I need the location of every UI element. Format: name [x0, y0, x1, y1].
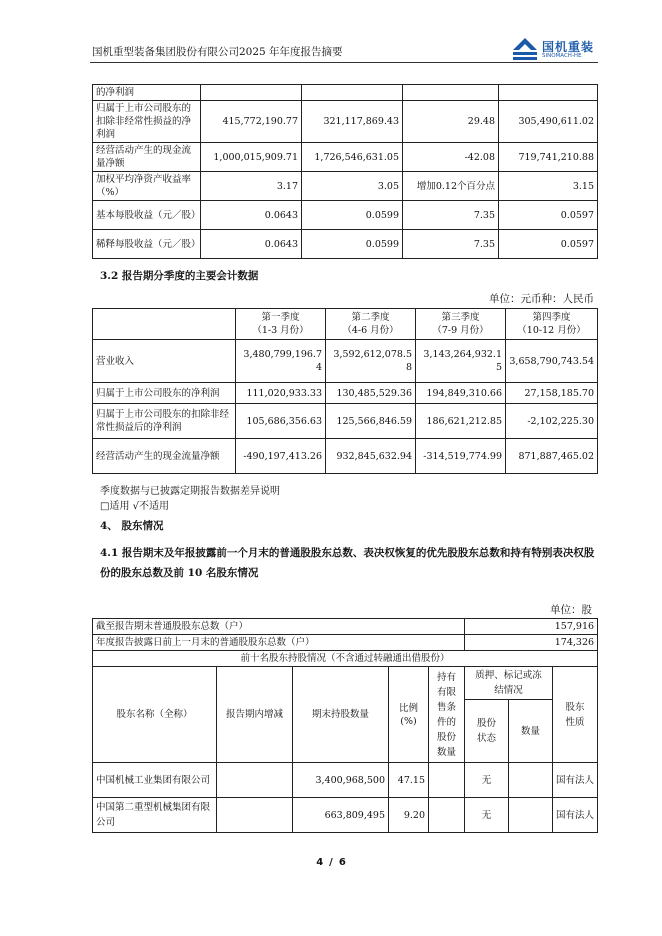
quarterly-value: 3,658,790,743.54 — [506, 340, 598, 383]
financial-row — [93, 101, 598, 143]
quarterly-value: 125,566,846.59 — [326, 404, 416, 439]
shareholder-row — [93, 798, 598, 833]
shareholder-restricted — [429, 763, 465, 798]
section-4-unit: 单位：股 — [550, 604, 592, 616]
shareholder-ratio: 9.20 — [389, 798, 429, 833]
quarterly-data-table — [92, 308, 598, 474]
shareholder-nature: 国有法人 — [553, 798, 598, 833]
summary-row — [93, 635, 598, 651]
financial-value — [499, 85, 598, 101]
financial-row — [93, 201, 598, 230]
financial-value — [403, 85, 499, 101]
quarterly-value: -2,102,225.30 — [506, 404, 598, 439]
quarterly-value: 130,485,529.36 — [326, 383, 416, 404]
section-4-1-title: 4.1 报告期末及年报披露前一个月末的普通股股东总数、表决权恢复的优先股股东总数和持有特别表决权股份的股东总数及前 10 名股东情况 — [100, 547, 595, 579]
quarterly-row-label: 经营活动产生的现金流量净额 — [93, 439, 236, 474]
key-financial-table — [92, 84, 598, 259]
shareholder-held: 3,400,968,500 — [293, 763, 389, 798]
quarter-header: 第三季度 （7-9 月份） — [416, 309, 506, 340]
financial-value: 29.48 — [403, 101, 499, 143]
logo-name: 国机重装 — [542, 40, 595, 54]
top10-caption-row — [93, 651, 598, 667]
section-3-2-title: 3.2 报告期分季度的主要会计数据 — [100, 270, 259, 282]
financial-value: 7.35 — [403, 201, 499, 230]
quarter-diff-option: □适用 √不适用 — [100, 501, 169, 512]
financial-value: 719,741,210.88 — [499, 143, 598, 172]
header-restricted: 持有有限售条件的股份数量 — [429, 667, 465, 763]
shareholder-table — [92, 618, 598, 833]
quarterly-row-label: 营业收入 — [93, 340, 236, 383]
shareholder-header-row — [93, 667, 598, 700]
financial-value: 0.0597 — [499, 230, 598, 259]
quarter-header: 第一季度 （1-3 月份） — [236, 309, 326, 340]
quarterly-row — [93, 404, 598, 439]
summary-label: 截至报告期末普通股股东总数（户） — [93, 619, 465, 635]
quarterly-row-label: 归属于上市公司股东的净利润 — [93, 383, 236, 404]
company-logo — [512, 36, 598, 64]
financial-value: 3.05 — [302, 172, 403, 201]
shareholder-held: 663,809,495 — [293, 798, 389, 833]
shareholder-pledge-qty — [509, 763, 553, 798]
shareholder-ratio: 47.15 — [389, 763, 429, 798]
logo-subtitle: SINOMACH-HE — [542, 53, 582, 59]
financial-value: 1,726,546,631.05 — [302, 143, 403, 172]
shareholder-pledge-qty — [509, 798, 553, 833]
header-shareholder-name: 股东名称（全称） — [93, 667, 217, 763]
report-header-title: 国机重型装备集团股份有限公司2025 年年度报告摘要 — [92, 46, 343, 58]
financial-value: 321,117,869.43 — [302, 101, 403, 143]
quarterly-header-row — [93, 309, 598, 340]
quarter-diff-note: 季度数据与已披露定期报告数据差异说明 — [100, 486, 280, 497]
logo-mark-icon — [512, 37, 538, 61]
section-4-title: 4、 股东情况 — [100, 520, 164, 532]
summary-label: 年度报告披露日前上一月末的普通股股东总数（户） — [93, 635, 465, 651]
financial-value — [201, 85, 302, 101]
header-period-change: 报告期内增减 — [217, 667, 293, 763]
shareholder-name: 中国第二重型机械集团有限公司 — [93, 798, 217, 833]
financial-row-label: 稀释每股收益（元／股） — [93, 230, 201, 259]
header-pledge-status: 股份状态 — [465, 700, 509, 763]
quarterly-row-label: 归属于上市公司股东的扣除非经常性损益后的净利润 — [93, 404, 236, 439]
financial-row-label: 经营活动产生的现金流量净额 — [93, 143, 201, 172]
header-ratio: 比例(%) — [389, 667, 429, 763]
quarter-header: 第二季度 （4-6 月份） — [326, 309, 416, 340]
quarter-header: 第四季度 （10-12 月份） — [506, 309, 598, 340]
page-number: 4 / 6 — [316, 857, 346, 868]
quarterly-value: 3,143,264,932.15 — [416, 340, 506, 383]
financial-value: 0.0643 — [201, 201, 302, 230]
shareholder-change — [217, 798, 293, 833]
financial-value: 7.35 — [403, 230, 499, 259]
financial-value: 415,772,190.77 — [201, 101, 302, 143]
header-shares-held: 期末持股数量 — [293, 667, 389, 763]
quarterly-value: -490,197,413.26 — [236, 439, 326, 474]
financial-value: 305,490,611.02 — [499, 101, 598, 143]
financial-value: 0.0599 — [302, 201, 403, 230]
quarterly-value: 3,480,799,196.74 — [236, 340, 326, 383]
section-3-2-unit: 单位：元币种：人民币 — [489, 293, 594, 305]
quarterly-value: 871,887,465.02 — [506, 439, 598, 474]
financial-row-label: 基本每股收益（元／股） — [93, 201, 201, 230]
financial-row — [93, 85, 598, 101]
financial-value: 增加0.12个百分点 — [403, 172, 499, 201]
financial-row-label: 归属于上市公司股东的扣除非经常性损益的净利润 — [93, 101, 201, 143]
shareholder-name: 中国机械工业集团有限公司 — [93, 763, 217, 798]
quarterly-value: 3,592,612,078.58 — [326, 340, 416, 383]
financial-row — [93, 230, 598, 259]
financial-row — [93, 143, 598, 172]
shareholder-change — [217, 763, 293, 798]
financial-value: 3.15 — [499, 172, 598, 201]
quarterly-value: 932,845,632.94 — [326, 439, 416, 474]
quarterly-value: 194,849,310.66 — [416, 383, 506, 404]
shareholder-pledge-status: 无 — [465, 763, 509, 798]
shareholder-restricted — [429, 798, 465, 833]
quarterly-value: 27,158,185.70 — [506, 383, 598, 404]
summary-value: 174,326 — [465, 635, 598, 651]
quarterly-row — [93, 340, 598, 383]
quarterly-value: 105,686,356.63 — [236, 404, 326, 439]
header-pledge: 质押、标记或冻结情况 — [465, 667, 553, 700]
summary-value: 157,916 — [465, 619, 598, 635]
shareholder-pledge-status: 无 — [465, 798, 509, 833]
shareholder-row — [93, 763, 598, 798]
financial-row-label: 的净利润 — [93, 85, 201, 101]
quarterly-value: 186,621,212.85 — [416, 404, 506, 439]
financial-row — [93, 172, 598, 201]
quarterly-value: -314,519,774.99 — [416, 439, 506, 474]
financial-value: -42.08 — [403, 143, 499, 172]
financial-value: 0.0643 — [201, 230, 302, 259]
financial-value: 1,000,015,909.71 — [201, 143, 302, 172]
financial-value: 0.0597 — [499, 201, 598, 230]
header-rule — [90, 62, 598, 63]
quarterly-value: 111,020,933.33 — [236, 383, 326, 404]
financial-row-label: 加权平均净资产收益率（%） — [93, 172, 201, 201]
summary-row — [93, 619, 598, 635]
quarterly-header-blank — [93, 309, 236, 340]
financial-value — [302, 85, 403, 101]
financial-value: 3.17 — [201, 172, 302, 201]
quarterly-row — [93, 439, 598, 474]
shareholder-nature: 国有法人 — [553, 763, 598, 798]
header-nature: 股东性质 — [553, 667, 598, 763]
header-pledge-qty: 数量 — [509, 700, 553, 763]
top10-caption: 前十名股东持股情况（不含通过转融通出借股份） — [93, 651, 598, 667]
quarterly-row — [93, 383, 598, 404]
financial-value: 0.0599 — [302, 230, 403, 259]
